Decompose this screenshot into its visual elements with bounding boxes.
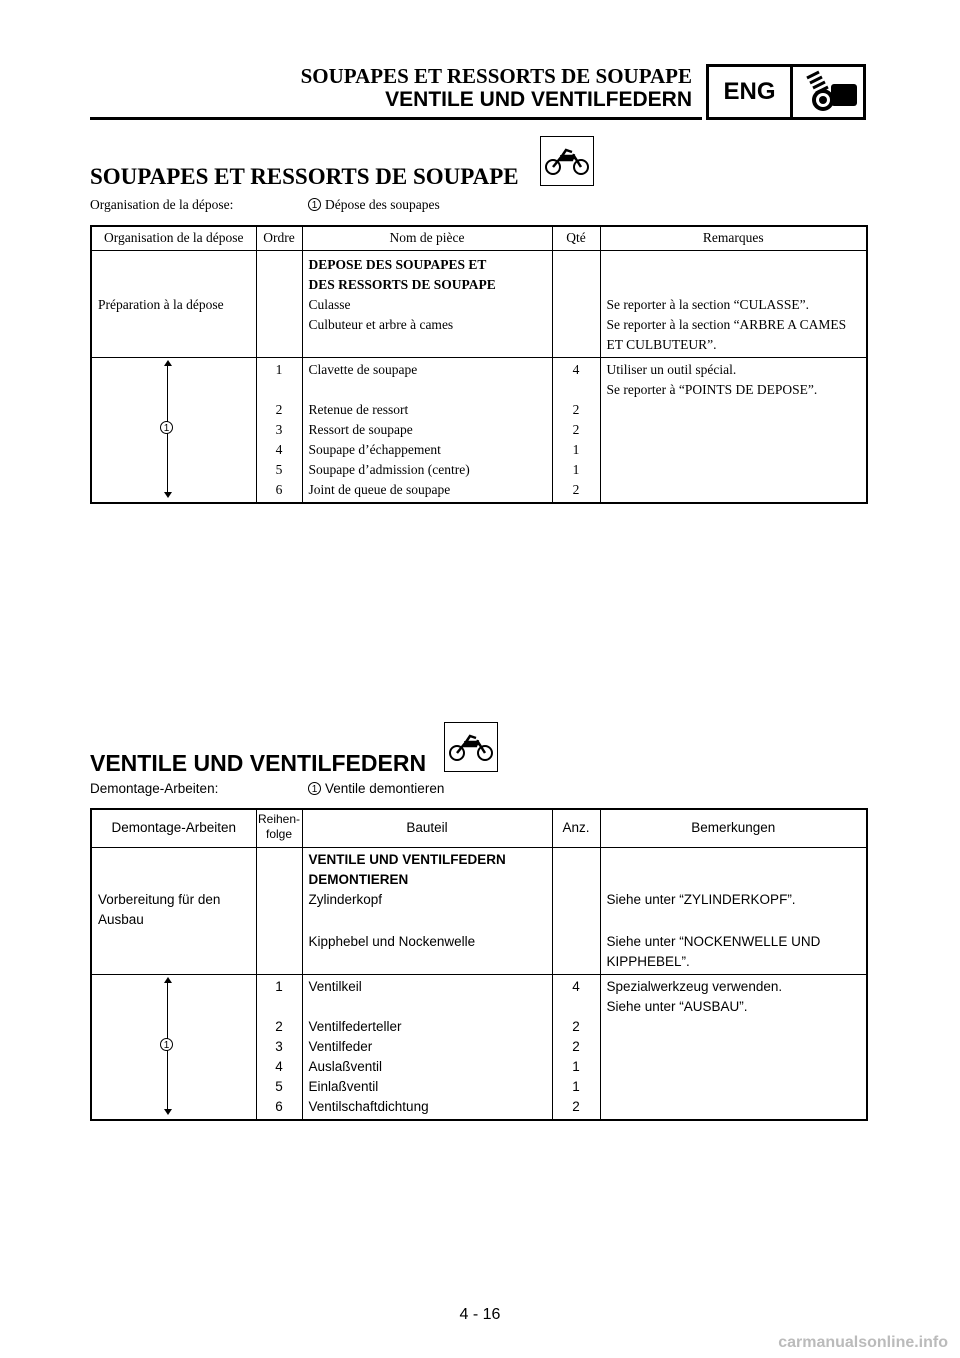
- fr-col-qte: Qté: [552, 226, 600, 250]
- fr-qty: 1: [552, 440, 600, 460]
- fr-order: 5: [256, 460, 302, 480]
- de-org-number: 1: [308, 782, 321, 795]
- fr-order: 2: [256, 400, 302, 420]
- de-part: Ventilfederteller: [302, 1017, 552, 1037]
- de-col-reihenfolge-1: Reihen-: [257, 812, 301, 826]
- de-section-title: VENTILE UND VENTILFEDERN: [90, 750, 427, 776]
- fr-part: Ressort de soupape: [302, 420, 552, 440]
- de-part: Auslaßventil: [302, 1057, 552, 1077]
- table-row: [91, 847, 867, 890]
- table-row: [91, 890, 867, 932]
- de-prep-label-2: Ausbau: [98, 911, 144, 927]
- de-prep-part: Kipphebel und Nockenwelle: [302, 932, 552, 975]
- de-order: 1: [256, 974, 302, 1017]
- table-row: [91, 932, 867, 975]
- fr-col-organisation: Organisation de la dépose: [91, 226, 256, 250]
- fr-part: Joint de queue de soupape: [302, 480, 552, 503]
- watermark: carmanualsonline.info: [778, 1334, 948, 1351]
- fr-org-line: [90, 197, 440, 213]
- de-col-anz: Anz.: [552, 809, 600, 847]
- fr-order: 1: [256, 357, 302, 400]
- arrow-down-icon: [164, 1109, 172, 1115]
- eng-section-box: [706, 64, 866, 120]
- table-row: [91, 315, 867, 358]
- table-row: [91, 250, 867, 295]
- de-prep-remark: Siehe unter “NOCKENWELLE UND: [606, 933, 821, 949]
- de-order: 6: [256, 1097, 302, 1120]
- de-part: Ventilschaftdichtung: [302, 1097, 552, 1120]
- dirt-bike-icon: [540, 136, 594, 186]
- fr-org-label: Organisation de la dépose:: [90, 197, 234, 212]
- de-prep-heading: VENTILE UND VENTILFEDERN: [308, 851, 506, 867]
- fr-group-number: 1: [160, 421, 173, 434]
- fr-part: Retenue de ressort: [302, 400, 552, 420]
- fr-prep-heading: DEPOSE DES SOUPAPES ET: [308, 256, 487, 272]
- de-col-bauteil: Bauteil: [302, 809, 552, 847]
- de-order: 4: [256, 1057, 302, 1077]
- fr-org-number: 1: [308, 198, 321, 211]
- de-remark: Spezialwerkzeug verwenden.: [606, 978, 783, 994]
- fr-prep-remark: Se reporter à la section “ARBRE A CAMES: [606, 316, 847, 332]
- fr-qty: 2: [552, 420, 600, 440]
- fr-qty: 1: [552, 460, 600, 480]
- de-qty: 4: [552, 974, 600, 1017]
- fr-col-ordre: Ordre: [256, 226, 302, 250]
- de-col-demontage: Demontage-Arbeiten: [91, 809, 256, 847]
- fr-qty: 2: [552, 400, 600, 420]
- de-prep-heading-2: DEMONTIEREN: [308, 871, 409, 887]
- fr-part: Clavette de soupape: [302, 357, 552, 400]
- table-row: [91, 974, 867, 1017]
- fr-part: Soupape d’échappement: [302, 440, 552, 460]
- de-col-bemerkungen: Bemerkungen: [600, 809, 867, 847]
- arrow-up-icon: [164, 977, 172, 983]
- fr-prep-remark-2: ET CULBUTEUR”.: [606, 336, 717, 352]
- fr-prep-part: Culbuteur et arbre à cames: [302, 315, 552, 358]
- fr-table-header: [91, 226, 867, 250]
- table-row: [91, 357, 867, 400]
- de-org-line: [90, 781, 444, 796]
- de-group-bracket: [91, 974, 256, 1120]
- de-col-reihenfolge-2: folge: [265, 827, 293, 841]
- de-parts-table: [90, 808, 868, 1121]
- fr-prep-label: Préparation à la dépose: [98, 296, 224, 312]
- fr-col-nom: Nom de pièce: [302, 226, 552, 250]
- de-part: Ventilkeil: [302, 974, 552, 1017]
- de-prep-remark-2: KIPPHEBEL”.: [606, 953, 690, 969]
- dirt-bike-icon: [444, 722, 498, 772]
- header-title-fr: SOUPAPES ET RESSORTS DE SOUPAPE: [300, 64, 692, 88]
- fr-section-title: SOUPAPES ET RESSORTS DE SOUPAPE: [90, 164, 519, 189]
- fr-order: 4: [256, 440, 302, 460]
- de-prep-part: Zylinderkopf: [302, 890, 552, 932]
- de-part: Einlaßventil: [302, 1077, 552, 1097]
- page-number: 4 - 16: [459, 1306, 501, 1323]
- header-rule: [90, 117, 702, 120]
- de-table-header: [91, 809, 867, 847]
- header-title-de: VENTILE UND VENTILFEDERN: [385, 88, 692, 111]
- de-order: 3: [256, 1037, 302, 1057]
- fr-qty: 2: [552, 480, 600, 503]
- de-qty: 1: [552, 1077, 600, 1097]
- table-row: [91, 295, 867, 315]
- fr-prep-heading-2: DES RESSORTS DE SOUPAPE: [308, 276, 496, 292]
- de-org-label: Demontage-Arbeiten:: [90, 781, 219, 796]
- fr-prep-part: Culasse: [302, 295, 552, 315]
- fr-qty: 4: [552, 357, 600, 400]
- eng-label: ENG: [709, 67, 793, 117]
- fr-remark: Utiliser un outil spécial.: [606, 361, 737, 377]
- fr-remark-2: Se reporter à “POINTS DE DEPOSE”.: [606, 381, 818, 397]
- fr-org-value: Dépose des soupapes: [325, 197, 440, 212]
- de-prep-remark: Siehe unter “ZYLINDERKOPF”.: [600, 890, 867, 932]
- de-order: 2: [256, 1017, 302, 1037]
- fr-col-remarques: Remarques: [600, 226, 867, 250]
- de-prep-label: Vorbereitung für den: [98, 891, 221, 907]
- de-order: 5: [256, 1077, 302, 1097]
- de-group-number: 1: [160, 1038, 173, 1051]
- de-qty: 2: [552, 1037, 600, 1057]
- de-col-reihenfolge: [256, 809, 302, 847]
- fr-group-bracket: [91, 357, 256, 503]
- fr-part: Soupape d’admission (centre): [302, 460, 552, 480]
- de-remark-2: Siehe unter “AUSBAU”.: [606, 998, 748, 1014]
- de-org-value: Ventile demontieren: [325, 781, 445, 796]
- fr-parts-table: [90, 225, 868, 504]
- engine-spring-icon: [793, 67, 863, 117]
- de-qty: 2: [552, 1017, 600, 1037]
- fr-prep-remark: Se reporter à la section “CULASSE”.: [600, 295, 867, 315]
- de-qty: 2: [552, 1097, 600, 1120]
- fr-order: 3: [256, 420, 302, 440]
- de-qty: 1: [552, 1057, 600, 1077]
- fr-order: 6: [256, 480, 302, 503]
- de-part: Ventilfeder: [302, 1037, 552, 1057]
- arrow-down-icon: [164, 492, 172, 498]
- arrow-up-icon: [164, 360, 172, 366]
